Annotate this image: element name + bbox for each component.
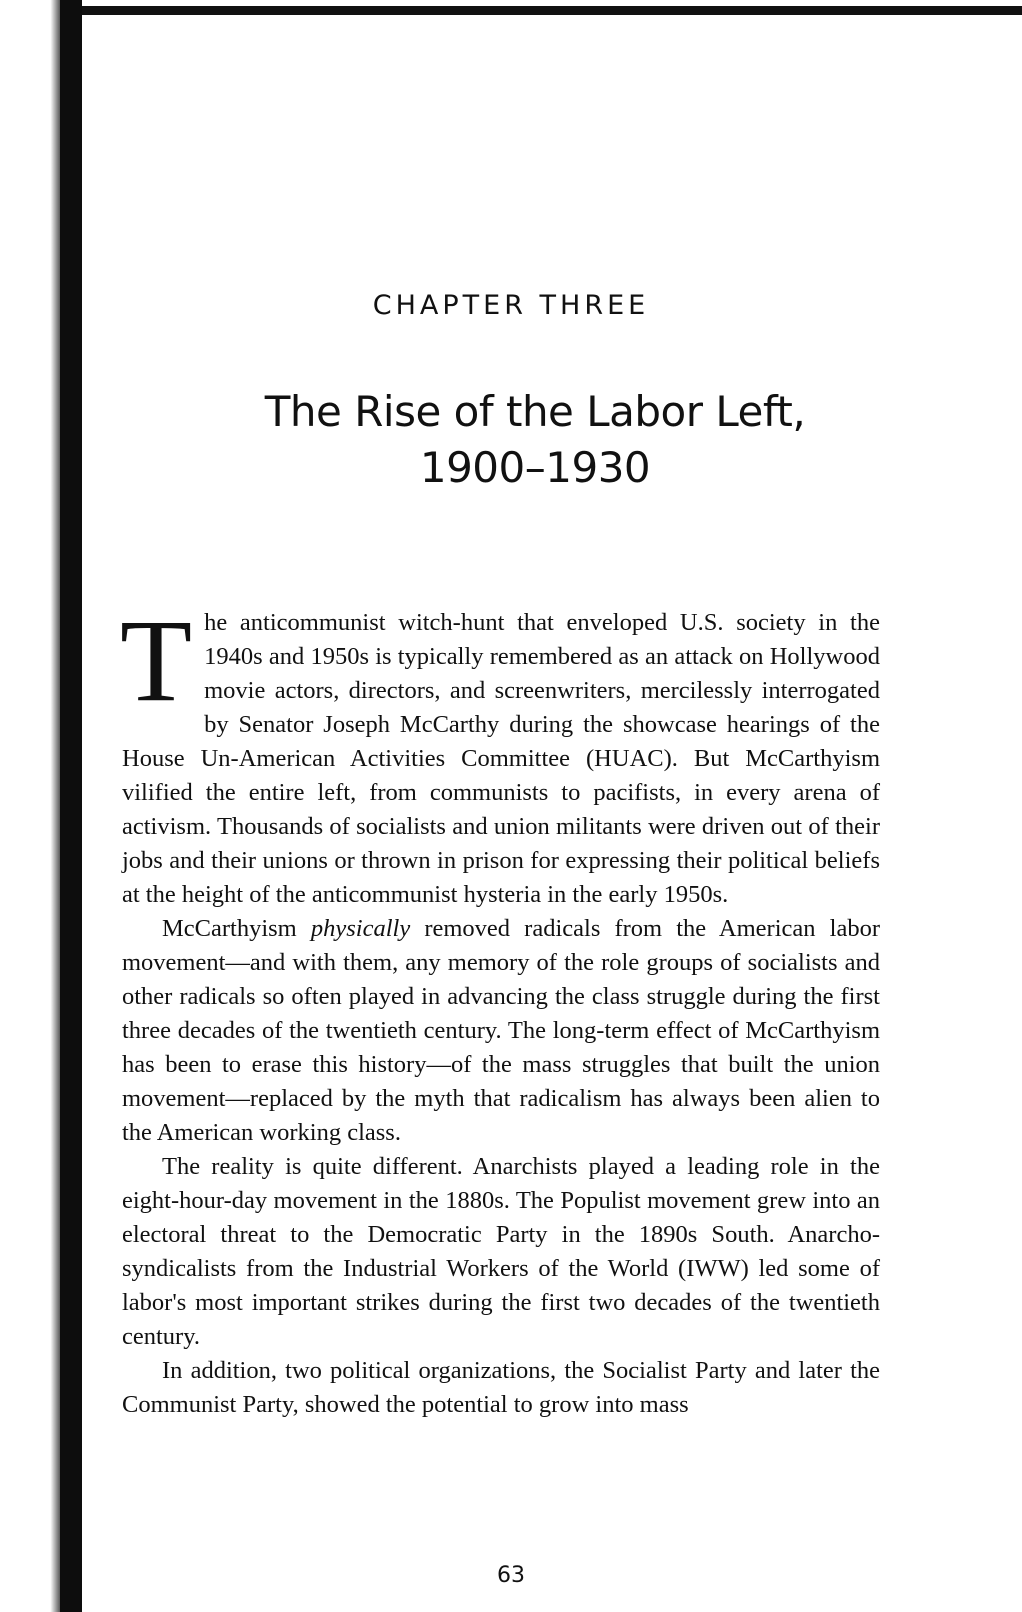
paragraph-3: The reality is quite different. Anarchists played a leading role in the eight-hour-day movement in the 1880s. The Populist movement grew into an electoral threat to the Democratic Party in the 1890s South. Anarcho-syndicalists from the Industrial Workers of the World (IWW) led some of labor's most important strikes during the first two decades of the twentieth century. [122, 1153, 880, 1350]
paragraph-1-text: he anticommunist witch-hunt that enveloped U.S. society in the 1940s and 1950s is typically remembered as an attack on Hollywood movie actors, directors, and screenwriters, mercilessly interrogated by Senator Joseph McCarthy during the showcase hearings of the House Un-American Activities Committee (HUAC). But McCarthyism vilified the entire left, from communists to pacifists, in every arena of activism. Thousands of socialists and union militants were driven out of their jobs and their unions or thrown in prison for expressing their political beliefs at the height of the anticommunist hysteria in the early 1950s. [122, 609, 880, 908]
page-number: 63 [497, 1563, 525, 1588]
paragraph-2-emphasis: physically [310, 915, 411, 942]
chapter-title [120, 384, 950, 496]
scan-spine-edge [60, 0, 82, 1612]
paragraph-1 [120, 595, 880, 912]
body-text [120, 595, 880, 1422]
top-edge-rule [0, 6, 1022, 15]
drop-cap: T [120, 595, 193, 726]
paragraph-2 [122, 912, 880, 1150]
paragraph-4: In addition, two political organizations, the Socialist Party and later the Communist Party, showed the potential to grow into mass [122, 1357, 880, 1418]
chapter-title-line-1: The Rise of the Labor Left, [264, 387, 806, 436]
chapter-title-line-2: 1900–1930 [419, 443, 651, 492]
chapter-label: CHAPTER THREE [372, 290, 650, 321]
paragraph-2-text: removed radicals from the American labor movement—and with them, any memory of the role groups of socialists and other radicals so often played in advancing the class struggle during the first three decades of the twentieth century. The long-term effect of McCarthyism has been to erase this history—of the mass struggles that built the union movement—replaced by the myth that radicalism has always been alien to the American working class. [122, 915, 880, 1146]
paragraph-2-start: McCarthyism [162, 915, 311, 942]
